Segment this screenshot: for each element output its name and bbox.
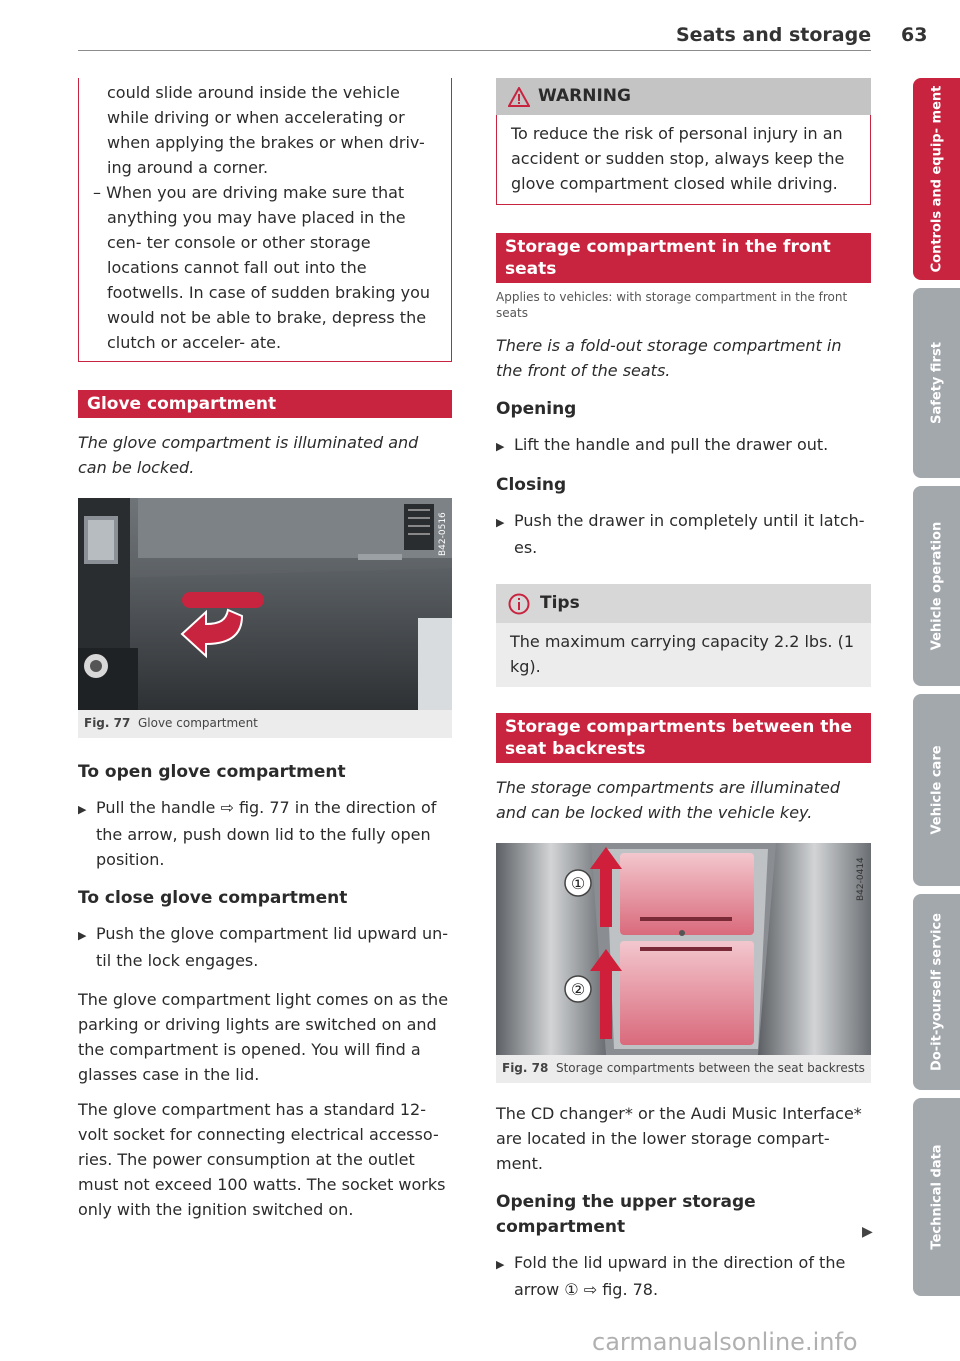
bullet-triangle-icon: ▶ [496,1258,505,1271]
subhead-closing: Closing [496,475,567,495]
subhead-close-glove: To close glove compartment [78,888,348,908]
right-column [496,78,871,1302]
para-glove-light: The glove compartment light comes on as the parking or driving lights are switched on and the compartment is opened. You will find a glasses case in the lid. [78,990,449,1084]
svg-text:B42-0516: B42-0516 [438,512,448,556]
figure-caption-text: Glove compartment [137,716,258,730]
continue-arrow-icon: ▶ [862,1224,873,1240]
tips-text: The maximum carrying capacity 2.2 lbs. (1 kg). [496,623,871,687]
running-header-title: Seats and storage [676,24,872,46]
tab-vehicle-operation[interactable]: Vehicle operation [913,486,960,686]
warning-title: WARNING [538,86,631,106]
figure-77 [78,498,452,738]
step-opening: ▶ Lift the handle and pull the drawer out. [496,432,871,459]
bullet-triangle-icon: ▶ [78,929,87,942]
warning-box [496,78,871,205]
para-glove-socket: The glove compartment has a standard 12- volt socket for connecting electrical accesso- ries. The power consumption at the outlet must not exceed 100 watts. The socket works only with the ignition switched on. [78,1100,446,1219]
callout-2: ② [570,980,586,999]
figure-caption-text: Storage compartments between the seat backrests [555,1061,865,1075]
warning-triangle-icon [508,87,530,107]
tab-controls-and-equipment[interactable]: Controls and equip- ment [913,78,960,280]
section-title-front-seats: Storage compartment in the front seats [496,233,871,283]
applies-to-note: Applies to vehicles: with storage compartment in the front seats [496,290,848,320]
header-rule [78,50,871,51]
left-column [78,78,452,1222]
figure-label: Fig. 78 [502,1061,549,1075]
figure-78 [496,843,871,1083]
tab-technical-data[interactable]: Technical data [913,1098,960,1296]
figure-label: Fig. 77 [84,716,131,730]
figure-code [436,502,450,560]
glove-compartment-illustration [78,498,452,710]
tab-do-it-yourself-service[interactable]: Do-it-yourself service [913,894,960,1090]
warning-header [496,78,871,115]
continued-warning-box [78,78,452,362]
para-cd-changer: The CD changer* or the Audi Music Interface* are located in the lower storage compart- ment. [496,1104,862,1173]
tips-header [496,584,871,623]
section-title-backrests: Storage compartments between the seat backrests [496,713,871,763]
watermark: carmanualsonline.info [592,1328,858,1356]
subhead-open-glove: To open glove compartment [78,762,346,782]
backrest-compartments-illustration [496,843,871,1055]
step-open-upper: ▶ Fold the lid upward in the direction of the arrow ① ⇨ fig. 78. [496,1253,846,1299]
section-intro: There is a fold-out storage compartment in the front of the seats. [496,336,842,380]
section-intro: The glove compartment is illuminated and can be locked. [78,433,419,477]
section-title-glove-compartment: Glove compartment [78,390,452,418]
page-number: 63 [901,24,928,46]
tips-box [496,584,871,687]
tips-title: Tips [540,593,580,613]
note-continuation: could slide around inside the vehicle while driving or when accelerating or when applying the brakes or when driv- ing around a corner. [107,83,425,177]
tab-vehicle-care[interactable]: Vehicle care [913,694,960,886]
step-close-glove: ▶ Push the glove compartment lid upward un- til the lock engages. [78,924,449,970]
note-dash-item: – When you are driving make sure that anything you may have placed in the cen- ter console or other storage locations cannot fall out into the footwells. In case of sudden braking you would not be able to brake, depress the clutch or acceler- ate. [93,183,431,352]
tab-safety-first[interactable]: Safety first [913,288,960,478]
section-intro: The storage compartments are illuminated and can be locked with the vehicle key. [496,778,840,822]
subhead-open-upper: Opening the upper storage compartment [496,1192,756,1237]
figure-code: B42-0414 [856,857,866,901]
warning-text: To reduce the risk of personal injury in an accident or sudden stop, always keep the glove compartment closed while driving. [496,115,871,205]
bullet-triangle-icon: ▶ [78,803,87,816]
callout-1: ① [570,874,586,893]
figure-caption [496,1055,871,1083]
step-closing: ▶ Push the drawer in completely until it latch- es. [496,511,865,557]
info-icon [508,593,530,615]
figure-caption [78,710,452,738]
bullet-triangle-icon: ▶ [496,440,505,453]
step-open-glove: ▶ Pull the handle ⇨ fig. 77 in the direction of the arrow, push down lid to the fully open position. [78,798,437,869]
bullet-triangle-icon: ▶ [496,516,505,529]
subhead-opening: Opening [496,399,577,419]
